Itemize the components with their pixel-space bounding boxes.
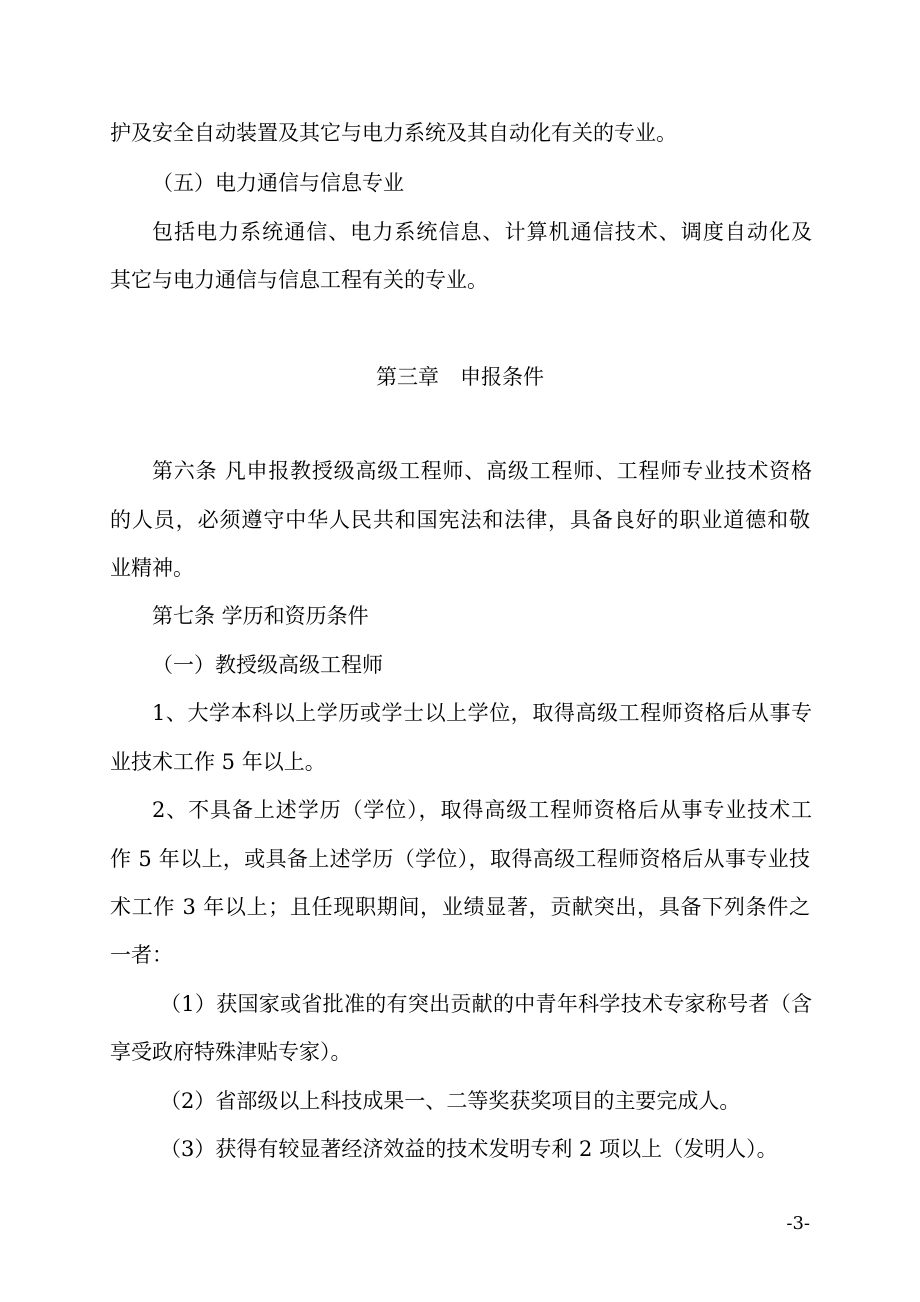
condition-1-line-1: （1）获国家或省批准的有突出贡献的中青年科学技术专家称号者（含 bbox=[160, 992, 812, 1016]
condition-1-line-2: 享受政府特殊津贴专家）。 bbox=[110, 1040, 352, 1064]
article-6-line-3: 业精神。 bbox=[110, 556, 194, 580]
condition-3: （3）获得有较显著经济效益的技术发明专利 2 项以上（发明人）。 bbox=[160, 1137, 778, 1161]
section-heading-5: （五）电力通信与信息专业 bbox=[152, 171, 404, 195]
paragraph-line-3: 包括电力系统通信、电力系统信息、计算机通信技术、调度自动化及 bbox=[152, 220, 812, 244]
item-2-line-1: 2、不具备上述学历（学位），取得高级工程师资格后从事专业技术工 bbox=[152, 798, 812, 822]
subsection-1-heading: （一）教授级高级工程师 bbox=[152, 653, 383, 677]
item-2-line-4: 一者： bbox=[110, 943, 173, 967]
paragraph-line-4: 其它与电力通信与信息工程有关的专业。 bbox=[110, 268, 488, 292]
article-7-heading: 第七条 学历和资历条件 bbox=[152, 604, 369, 628]
item-1-line-1: 1、大学本科以上学历或学士以上学位，取得高级工程师资格后从事专 bbox=[152, 701, 812, 725]
chapter-title: 第三章 申报条件 bbox=[376, 365, 544, 389]
item-2-line-2: 作 5 年以上，或具备上述学历（学位），取得高级工程师资格后从事专业技 bbox=[110, 847, 810, 871]
article-6-line-1: 第六条 凡申报教授级高级工程师、高级工程师、工程师专业技术资格 bbox=[152, 459, 812, 483]
page-number: -3- bbox=[786, 1213, 810, 1234]
article-6-line-2: 的人员，必须遵守中华人民共和国宪法和法律，具备良好的职业道德和敬 bbox=[110, 508, 810, 532]
item-1-line-2: 业技术工作 5 年以上。 bbox=[110, 750, 326, 774]
item-2-line-3: 术工作 3 年以上；且任现职期间，业绩显著，贡献突出，具备下列条件之 bbox=[110, 895, 810, 919]
paragraph-line-1: 护及安全自动装置及其它与电力系统及其自动化有关的专业。 bbox=[110, 121, 677, 145]
condition-2: （2）省部级以上科技成果一、二等奖获奖项目的主要完成人。 bbox=[160, 1089, 741, 1113]
